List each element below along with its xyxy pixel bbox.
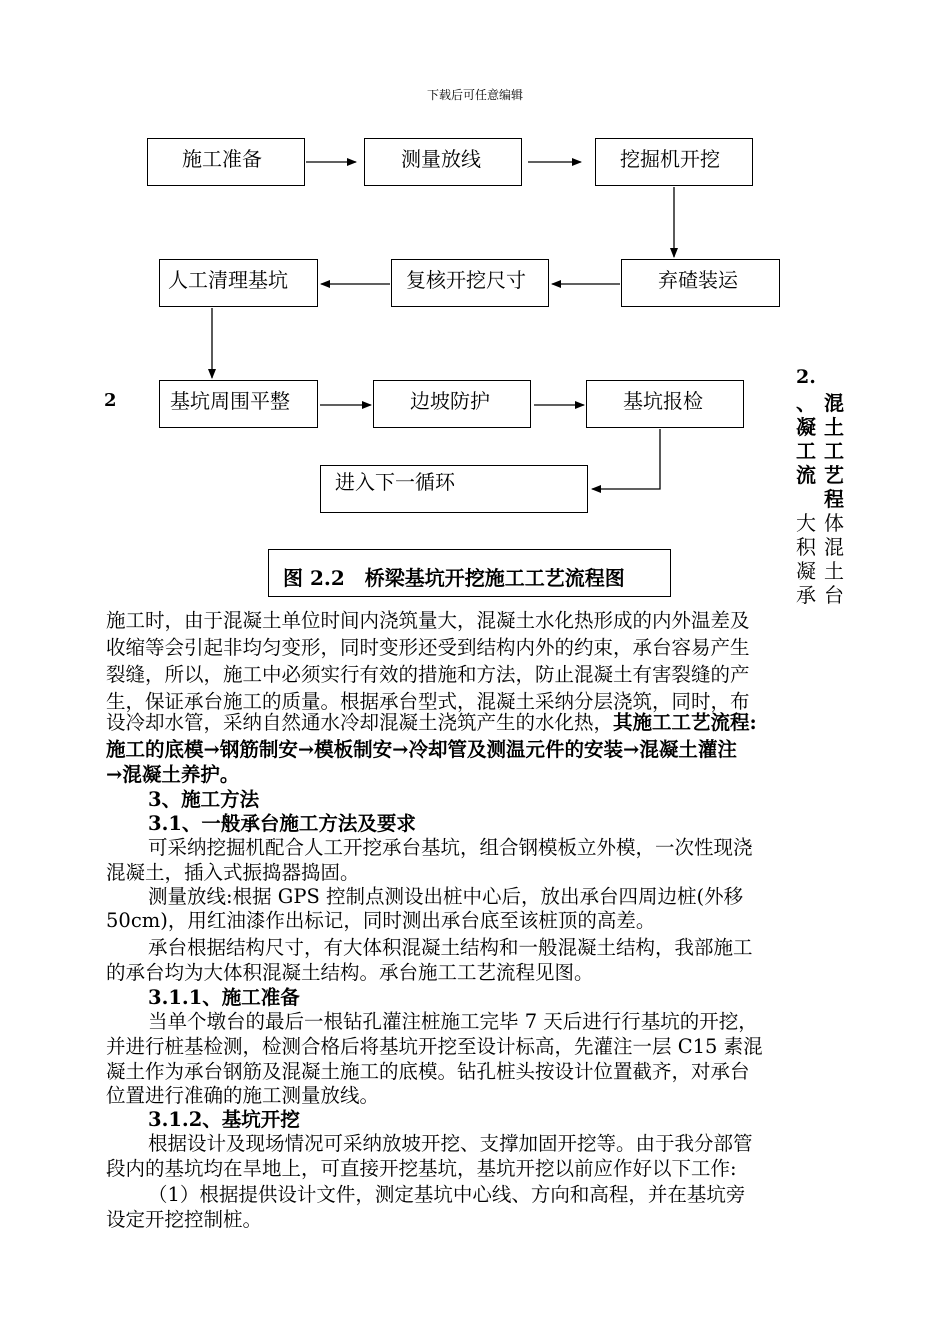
side-text-char: 大	[796, 511, 816, 535]
body-line: 收缩等会引起非均匀变形，同时变形还受到结构内外的约束，承台容易产生	[106, 636, 750, 659]
body-line: 的承台均为大体积混凝土结构。承台施工工艺流程见图。	[106, 961, 594, 984]
flow-box-inspect-label: 基坑报检	[623, 389, 703, 413]
side-heading-left-column	[795, 391, 817, 487]
body-line: 可采纳挖掘机配合人工开挖承台基坑，组合钢模板立外模，一次性现浇	[148, 836, 753, 859]
side-text-char: 体	[824, 511, 844, 535]
side-text-char: 凝	[796, 559, 816, 583]
side-text-char: 混	[824, 535, 844, 559]
flow-box-recheck-label: 复核开挖尺寸	[406, 268, 526, 292]
side-text-left-column	[795, 511, 817, 607]
page-header: 下载后可任意编辑	[426, 88, 523, 102]
body-line: 根据设计及现场情况可采纳放坡开挖、支撑加固开挖等。由于我分部管	[148, 1132, 753, 1155]
stray-section-number: 2	[104, 390, 117, 411]
side-heading-char: 工	[824, 439, 844, 463]
flow-box-survey-label: 测量放线	[401, 147, 481, 171]
body-line: 段内的基坑均在旱地上，可直接开挖基坑，基坑开挖以前应作好以下工作:	[106, 1157, 737, 1180]
side-heading-char: 程	[824, 487, 844, 511]
side-heading-right-column	[823, 391, 845, 511]
flow-box-prep-label: 施工准备	[182, 147, 262, 171]
side-text-char: 承	[796, 583, 816, 607]
flow-box-excavator-label: 挖掘机开挖	[620, 147, 720, 171]
flow-box-level-label: 基坑周围平整	[170, 389, 290, 413]
flow-box-manual-clean-label: 人工清理基坑	[168, 268, 288, 292]
body-line: 裂缝，所以，施工中必须实行有效的措施和方法，防止混凝土有害裂缝的产	[106, 663, 750, 686]
side-heading-number: 2.	[796, 366, 816, 388]
body-line: 承台根据结构尺寸，有大体积混凝土结构和一般混凝土结构，我部施工	[148, 936, 753, 959]
side-text-char: 积	[796, 535, 816, 559]
section-heading: 3.1.2、基坑开挖	[148, 1108, 300, 1131]
section-heading: 3.1、一般承台施工方法及要求	[148, 812, 416, 835]
section-heading: 3.1.1、施工准备	[148, 986, 300, 1009]
body-line	[106, 709, 757, 736]
body-line: 设定开挖控制桩。	[106, 1208, 263, 1231]
flow-box-next-cycle-label: 进入下一循环	[335, 470, 455, 494]
flow-box-slope-label: 边坡防护	[410, 389, 490, 413]
body-line: 生，保证承台施工的质量。根据承台型式，混凝土采纳分层浇筑，同时，布	[106, 690, 750, 713]
body-line-bold: →混凝土养护。	[106, 763, 240, 786]
body-line: 凝土作为承台钢筋及混凝土施工的底模。钻孔桩头按设计位置截齐，对承台	[106, 1060, 750, 1083]
side-text-right-column	[823, 511, 845, 607]
body-line: 50cm)，用红油漆作出标记，同时测出承台底至该桩顶的高差。	[106, 909, 656, 932]
side-heading-char: 、	[796, 391, 816, 415]
arrow-inspect-to-next	[592, 429, 660, 489]
section-heading: 3、施工方法	[148, 788, 260, 811]
side-text-char: 土	[824, 559, 844, 583]
body-line-bold: 施工的底模→钢筋制安→模板制安→冷却管及测温元件的安装→混凝土灌注	[106, 738, 737, 761]
side-heading-char: 工	[796, 439, 816, 463]
side-heading-char: 凝	[796, 415, 816, 439]
side-heading-char: 土	[824, 415, 844, 439]
side-heading-char: 混	[824, 391, 844, 415]
body-line: 位置进行准确的施工测量放线。	[106, 1084, 380, 1107]
body-line: （1）根据提供设计文件，测定基坑中心线、方向和高程，并在基坑旁	[148, 1183, 746, 1206]
body-line: 当单个墩台的最后一根钻孔灌注桩施工完毕 7 天后进行行基坑的开挖，	[148, 1010, 758, 1033]
figure-caption-text: 图 2.2 桥梁基坑开挖施工工艺流程图	[283, 566, 625, 590]
body-line: 混凝土，插入式振捣器捣固。	[106, 861, 360, 884]
body-text-bold: 其施工工艺流程:	[613, 711, 757, 734]
body-text: 设冷却水管，采纳自然通水冷却混凝土浇筑产生的水化热，	[106, 711, 614, 734]
body-line: 测量放线:根据 GPS 控制点测设出桩中心后，放出承台四周边桩(外移	[148, 885, 744, 908]
side-text-char: 台	[824, 583, 844, 607]
body-line: 并进行桩基检测，检测合格后将基坑开挖至设计标高，先灌注一层 C15 素混	[106, 1035, 763, 1058]
side-heading-char: 流	[796, 463, 816, 487]
body-line: 施工时，由于混凝土单位时间内浇筑量大，混凝土水化热形成的内外温差及	[106, 609, 750, 632]
figure-caption	[268, 549, 671, 597]
side-heading-char: 艺	[824, 463, 844, 487]
flow-box-spoil-label: 弃碴装运	[658, 268, 738, 292]
